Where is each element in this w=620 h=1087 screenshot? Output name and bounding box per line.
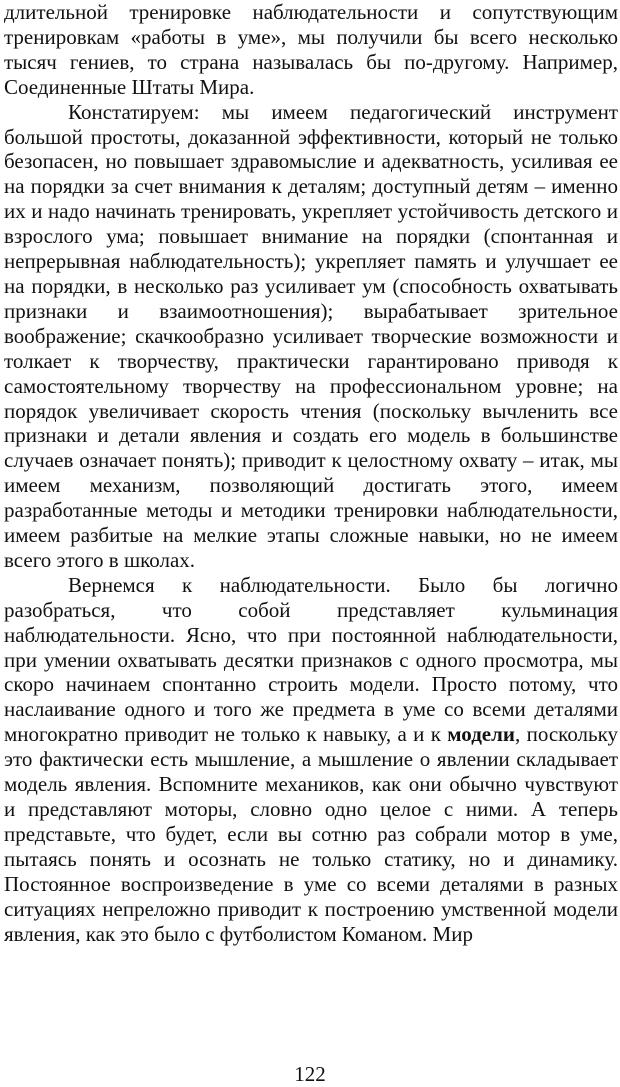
paragraph-1 [4,0,618,100]
body-text [4,0,618,946]
paragraph-3-text-start: Вернемся к наблюдательности. Было бы логично разобраться, что собой представляет кульминация наблюдательности. Ясно, что при постоянной наблюдательности, при умении охватывать десятки признаков с одного просмотра, мы скоро начинаем спонтанно строить модели. Просто потому, что наслаивание одного и того же предмета в уме со всеми деталями многократно приводит не только к навыку, а и к [4,572,618,747]
bold-term-model: модели [447,722,516,747]
page-number: 122 [294,1062,326,1086]
paragraph-2 [4,100,618,573]
paragraph-2-text: Констатируем: мы имеем педагогический инструмент большой простоты, доказанной эффективности, который не только безопасен, но повышает здравомыслие и адекватность, усиливая ее на порядки за счет внимания к деталям; доступный детям – именно их и надо начинать тренировать, укрепляет устойчивость детского и взрослого ума; повышает внимание на порядки (спонтанная и непрерывная наблюдательность); укрепляет память и улучшает ее на порядки, в несколько раз усиливает ум (способность охватывать признаки и взаимоотношения); вырабатывает зрительное воображение; скачкообразно усиливает творческие возможности и толкает к творчеству, практически гарантировано приводя к самостоятельному творчеству на профессиональном уровне; на порядок увеличивает скорость чтения (поскольку вычленить все признаки и детали явления и создать его модель в большинстве случаев означает понять); приводит к целостному охвату – итак, мы имеем механизм, позволяющий достигать этого, имеем разработанные методы и методики тренировки наблюдательности, имеем разбитые на мелкие этапы сложные навыки, но не имеем всего этого в школах. [4,99,618,572]
paragraph-1-text: длительной тренировке наблюдательности и сопутствующим тренировкам «работы в уме», мы получили бы всего несколько тысяч гениев, то страна называлась бы по-другому. Например, Соединенные Штаты Мира. [4,0,618,99]
paragraph-3 [4,573,618,947]
paragraph-3-text-end: , поскольку это фактически есть мышление, а мышление о явлении складывает модель явления. Вспомните механиков, как они обычно чувствуют и представляют моторы, словно одно целое с ними. А теперь представьте, что будет, если вы сотню раз собрали мотор в уме, пытаясь понять и осознать не только статику, но и динамику. Постоянное воспроизведение в уме со всеми деталями в разных ситуациях непреложно приводит к построению умственной модели явления, как это было с футболистом Команом. Мир [4,722,619,946]
